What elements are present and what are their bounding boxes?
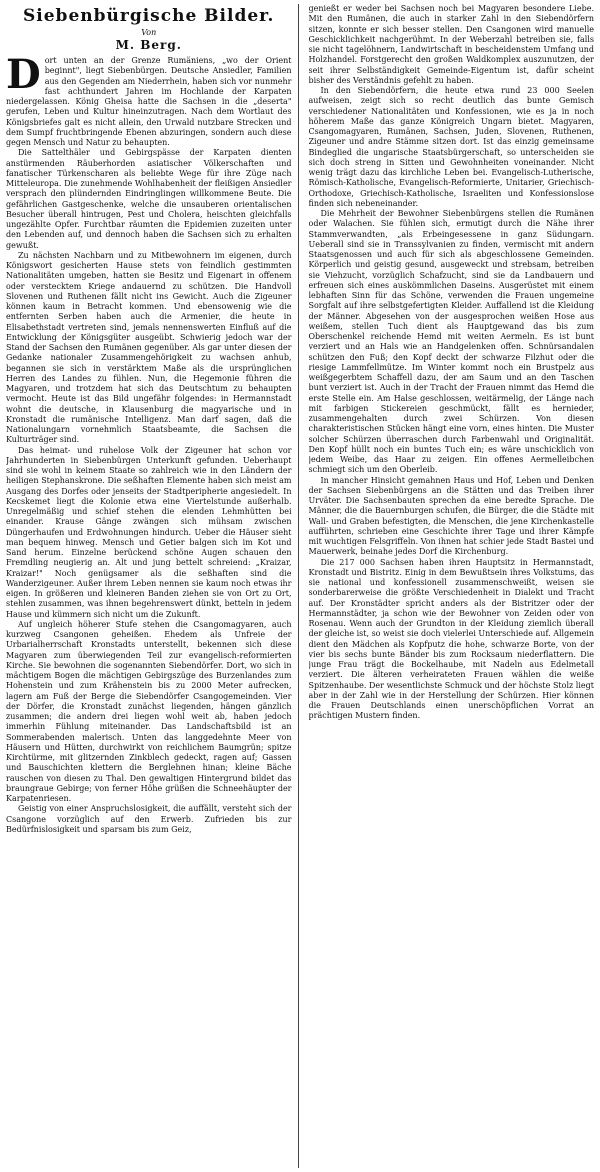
paragraph: Die 217 000 Sachsen haben ihren Hauptsitz in Hermannstadt, Kronstadt und Bistritz. Einig in dem Bewußtsein ihres Volkstums, das sie national und konfessionell zusammenschweißt, weisen sie sonderbarerweise die größte Verschiedenheit in Dialekt und Tracht auf. Der Kronstädter spricht anders als der Bistritzer oder der Hermannstädter, ja schon wie der Bewohner von Zeiden oder von Rosenau. Wenn auch der Grundton in der Kleidung ziemlich überall der gleiche ist, so weist sie doch vielerlei Unterschiede auf. Allgemein dient den Mädchen als Kopfputz die hohe, schwarze Borte, von der vier bis sechs bunte Bänder bis zum Rocksaum niederflattern. Die junge Frau trägt die Bockelhaube, mit Nadeln aus Edelmetall verziert. Die älteren verheirateten Frauen wählen die weiße Spitzenhaube. Der wesentlichste Schmuck und der höchste Stolz liegt aber in der Zahl wie in der Herstellung der Schürzen. Hier können die Frauen Deutschlands einen unerschöpflichen Vorrat an prächtigen Mustern finden. [308,557,594,721]
byline: Von [141,28,157,37]
paragraph: In mancher Hinsicht gemahnen Haus und Hof, Leben und Denken der Sachsen Siebenbürgens an die Stätten und das Treiben ihrer Urväter. Die Sachsenbauten sprechen da eine beredte Sprache. Die Männer, die die Bauernburgen schufen, die Bürger, die die Städte mit Wall- und Graben befestigten, die Menschen, die jene Kirchenkastelle aufführten, schrieben eine Geschichte ihrer Tage und ihrer Kämpfe mit wuchtigen Felsgriffeln. Von ihnen hat schier jede Stadt Bastei und Mauerwerk, beinahe jedes Dorf die Kirchenburg. [308,475,594,557]
paragraph-intro-text: ort unten an der Grenze Rumäniens, „wo der Orient beginnt", liegt Siebenbürgen. Deutsche Ansiedler, Familien aus den Gegenden am Niederrhein, haben sich vor nunmehr fast achthundert Jahren im Hochlande der Karpaten niedergelassen. König Gheisa hatte die Sachsen in die „deserta" gerufen, Leben und Kultur hineinzutragen. Nach dem Wortlaut des Königsbriefes galt es nicht allein, den Urwald nutzbare Strecken und dem Sumpf fruchtbringende Ebenen abzuringen, sondern auch diese gegen Mensch und Natur zu behaupten. [6,56,292,147]
article-title: Siebenbürgische Bilder. [23,6,275,26]
column-layout [6,4,594,1168]
paragraph: Geistig von einer Anspruchslosigkeit, die auffällt, versteht sich der Csangone vorzüglich auf den Erwerb. Zufrieden bis zur Bedürfnislosigkeit und sparsam bis zum Geiz, [6,804,292,834]
paragraph-intro [6,51,292,148]
paragraph: Die Sattelthäler und Gebirgspässe der Karpaten dienten anstürmenden Räuberhorden asiatischer Völkerschaften und fanatischer Türkenscharen als beliebte Wege für ihre Züge nach Mitteleuropa. Die zunehmende Wohlhabenheit der fleißigen Ansiedler versprach den plündernden Eindringlingen willkommene Beute. Die gefährlichen Gastgeschenke, welche die unsauberen orientalischen Besucher überall hintrugen, Pest und Cholera, heischten gleichfalls ungezählte Opfer. Furchtbar räumten die Epidemien zuzeiten unter den Lebenden auf, und dennoch haben die Sachsen sich zu erhalten gewußt. [6,148,292,250]
author-name: M. Berg. [115,38,182,52]
paragraph: Auf ungleich höherer Stufe stehen die Csangomagyaren, auch kurzweg Csangonen geheißen. Ehedem als Unfreie der Urbarialherrschaft Kronstadts unterstellt, bekennen sich diese Magyaren zum überwiegenden Teil zur evangelisch-reformierten Kirche. Sie bewohnen die sogenannten Siebendörfer. Dort, wo sich in mächtigem Bogen die mächtigen Gebirgszüge des Burzenlandes zum Hohenstein und zum Krähenstein bis zu 2000 Meter aufrecken, lagern am Fuß der Berge die Siebendörfer Csangogemeinden. Vier der Dörfer, die Kronstadt zunächst liegenden, hängen gänzlich zusammen; die andern drei liegen wohl weit ab, haben jedoch immerhin Fühlung miteinander. Das Landschaftsbild ist an Sommerabenden malerisch. Unten das langgedehnte Meer von Häusern und Hütten, durchwirkt von reichlichem Baumgrün; spitze Kirchtürme, mit glitzernden Zinkblech gedeckt, ragen auf; Gassen und Bauschichten klettern die Berglehnen hinan; kleine Bäche rauschen von diesen zu Thal. Den gewaltigen Hintergrund bildet das braungraue Gebirge; von ferner Höhe grüßen die Schneehäupter der Karpatenriesen. [6,619,292,803]
paragraph: In den Siebendörfern, die heute etwa rund 23 000 Seelen aufweisen, zeigt sich so recht deutlich das bunte Gemisch verschiedener Nationalitäten und Konfessionen, wie es ja in noch höherem Maße das ganze Königreich Ungarn bietet. Magyaren, Csangomagyaren, Rumänen, Sachsen, Juden, Slovenen, Ruthenen, Zigeuner und andre Stämme sitzen dort. Ist das einzig gemeinsame Bindeglied die ungarische Staatsbürgerschaft, so unterscheiden sie sich doch streng in Sitten und Gewohnheiten voneinander. Nicht wenig trägt dazu das kirchliche Leben bei. Evangelisch-Lutherische, Römisch-Katholische, Evangelisch-Reformierte, Unitarier, Griechisch-Orthodoxe, Griechisch-Katholische, Israeliten und Konfessionslose finden sich nebeneinander. [308,86,594,208]
paragraph: Das heimat- und ruhelose Volk der Zigeuner hat schon vor Jahrhunderten in Siebenbürgen Unterkunft gefunden. Ueberhaupt sind sie wohl in keinem Staate so zahlreich wie in den Ländern der heiligen Stephanskrone. Die seßhaften Elemente haben sich meist am Ausgang des Dorfes oder jenseits der Stadtperipherie angesiedelt. In Kecskemet liegt die Kolonie etwa eine Viertelstunde außerhalb. Unregelmäßig und schief stehen die elenden Lehmhütten bei einander. Krause Gänge zwängen sich mühsam zwischen Düngerhaufen und Erdwohnungen hindurch. Ueber die Häuser sieht man bequem hinweg. Mensch und Getier balgen sich im Kot und Sand herum. Einzelne berückend schöne Augen schauen den Fremdling neugierig an. Alt und jung bettelt schreiend: „Kraizar, Kraizar!" Noch genügsamer als die seßhaften sind die Wanderzigeuner. Außer ihrem Leben nennen sie kaum noch etwas ihr eigen. In größeren und kleineren Banden ziehen sie von Ort zu Ort, stehlen zusammen, was ihnen begehrenswert dünkt, betteln in jedem Hause und kümmern sich nicht um die Zukunft. [6,445,292,619]
right-column [309,4,595,1168]
left-column [6,4,299,1168]
paragraph: Die Mehrheit der Bewohner Siebenbürgens stellen die Rumänen oder Walachen. Sie fühlen sich, ermutigt durch die Nähe ihrer Stammverwandten, „als Erbeingesessene in ganz Südungarn. Ueberall sind sie in Transsylvanien zu finden, vermischt mit andern Staatsgenossen und auch für sich als abgeschlossene Gemeinden. Körperlich und geistig gesund, ausgeweckt und strebsam, betreiben sie Viehzucht, vorzüglich Schafzucht, sind sie da Landbauern und erfreuen sich eines auskömmlichen Daseins. Ausgerüstet mit einem lebhaften Sinn für das Schöne, verwenden die Frauen ungemeine Sorgfalt auf ihre selbstgefertigten Kleider. Auffallend ist die Kleidung der Männer. Abgesehen von der ausgesprochen weißen Hose aus weißem, stellen Tuch dient als Hauptgewand das bis zum Oberschenkel reichende Hemd mit weiten Aermeln. Es ist bunt verziert und an Hals wie an Handgelenken offen. Schnürsandalen schützen den Fuß; den Kopf deckt der schwarze Filzhut oder die riesige Lammfellmütze. Im Winter kommt noch ein Brustpelz aus weißgegerbtem Schaffell dazu, der am Saum und an den Taschen bunt verziert ist. Auch in der Tracht der Frauen nimmt das Hemd die erste Stelle ein. Am Halse geschlossen, weitärmelig, der Länge nach mit farbigen Stickereien geschmückt, fällt es hernieder, zusammengehalten durch zwei Schürzen. Von diesen charakteristischen Stücken hängt eine vorn, eines hinten. Die Muster solcher Schürzen überraschen durch Farbenwahl und Originalität. Den Kopf hüllt noch ein buntes Tuch ein; es wäre unschicklich von jedem Weibe, das Haar zu zeigen. Ein offenes Aermelleibchen schmiegt sich um den Oberleib. [308,209,594,475]
paragraph: genießt er weder bei Sachsen noch bei Magyaren besondere Liebe. Mit den Rumänen, die auch in starker Zahl in den Siebendörfern sitzen, konnte er sich besser stellen. Den Csangonen wird manuelle Geschicklichkeit nachgerühmt. In der Weberzahl betreiben sie, falls sie nicht tagelöhnern, Landwirtschaft in bescheidenstem Umfang und Holzhandel. Forstgerecht den großen Waldkomplex auszunutzen, der seit ihrer Selbständigkeit Gemeinde-Eigentum ist, dafür scheint bisher des Verständnis gefehlt zu haben. [308,4,594,85]
paragraph: Zu nächsten Nachbarn und zu Mitbewohnern im eigenen, durch Königswort gesicherten Hause stets von feindlich gestimmten Nationalitäten umgeben, hatten sie Besitz und Eigenart in offenem oder verstecktem Kriege andauernd zu schützen. Die Handvoll Slovenen und Ruthenen fällt nicht ins Gewicht. Auch die Zigeuner können kaum in Betracht kommen. Und ebensowenig wie die entfernten Serben haben auch die Armenier, die heute in Elisabethstadt vertreten sind, jemals nennenswerten Einfluß auf die Entwicklung der Königsgüter ausgeübt. Schwierig jedoch war der Stand der Sachsen den Rumänen gegenüber. Als gar unter diesen der Gedanke nationaler Zusammengehörigkeit zu wachsen anhub, begannen sie sich in verstärktem Maße als die ursprünglichen Herren des Landes zu fühlen. Nun, die Hegemonie führen die Magyaren, und trotzdem hat sich das Deutschtum zu behaupten vermocht. Heute ist das Bild ungefähr folgendes: in Hermannstadt wohnt die deutsche, in Klausenburg die magyarische und in Kronstadt die rumänische Intelligenz. Man darf sagen, daß die Nationalungarn vornehmlich Staatsbeamte, die Sachsen die Kulturträger sind. [6,250,292,445]
drop-cap: D [6,51,41,98]
